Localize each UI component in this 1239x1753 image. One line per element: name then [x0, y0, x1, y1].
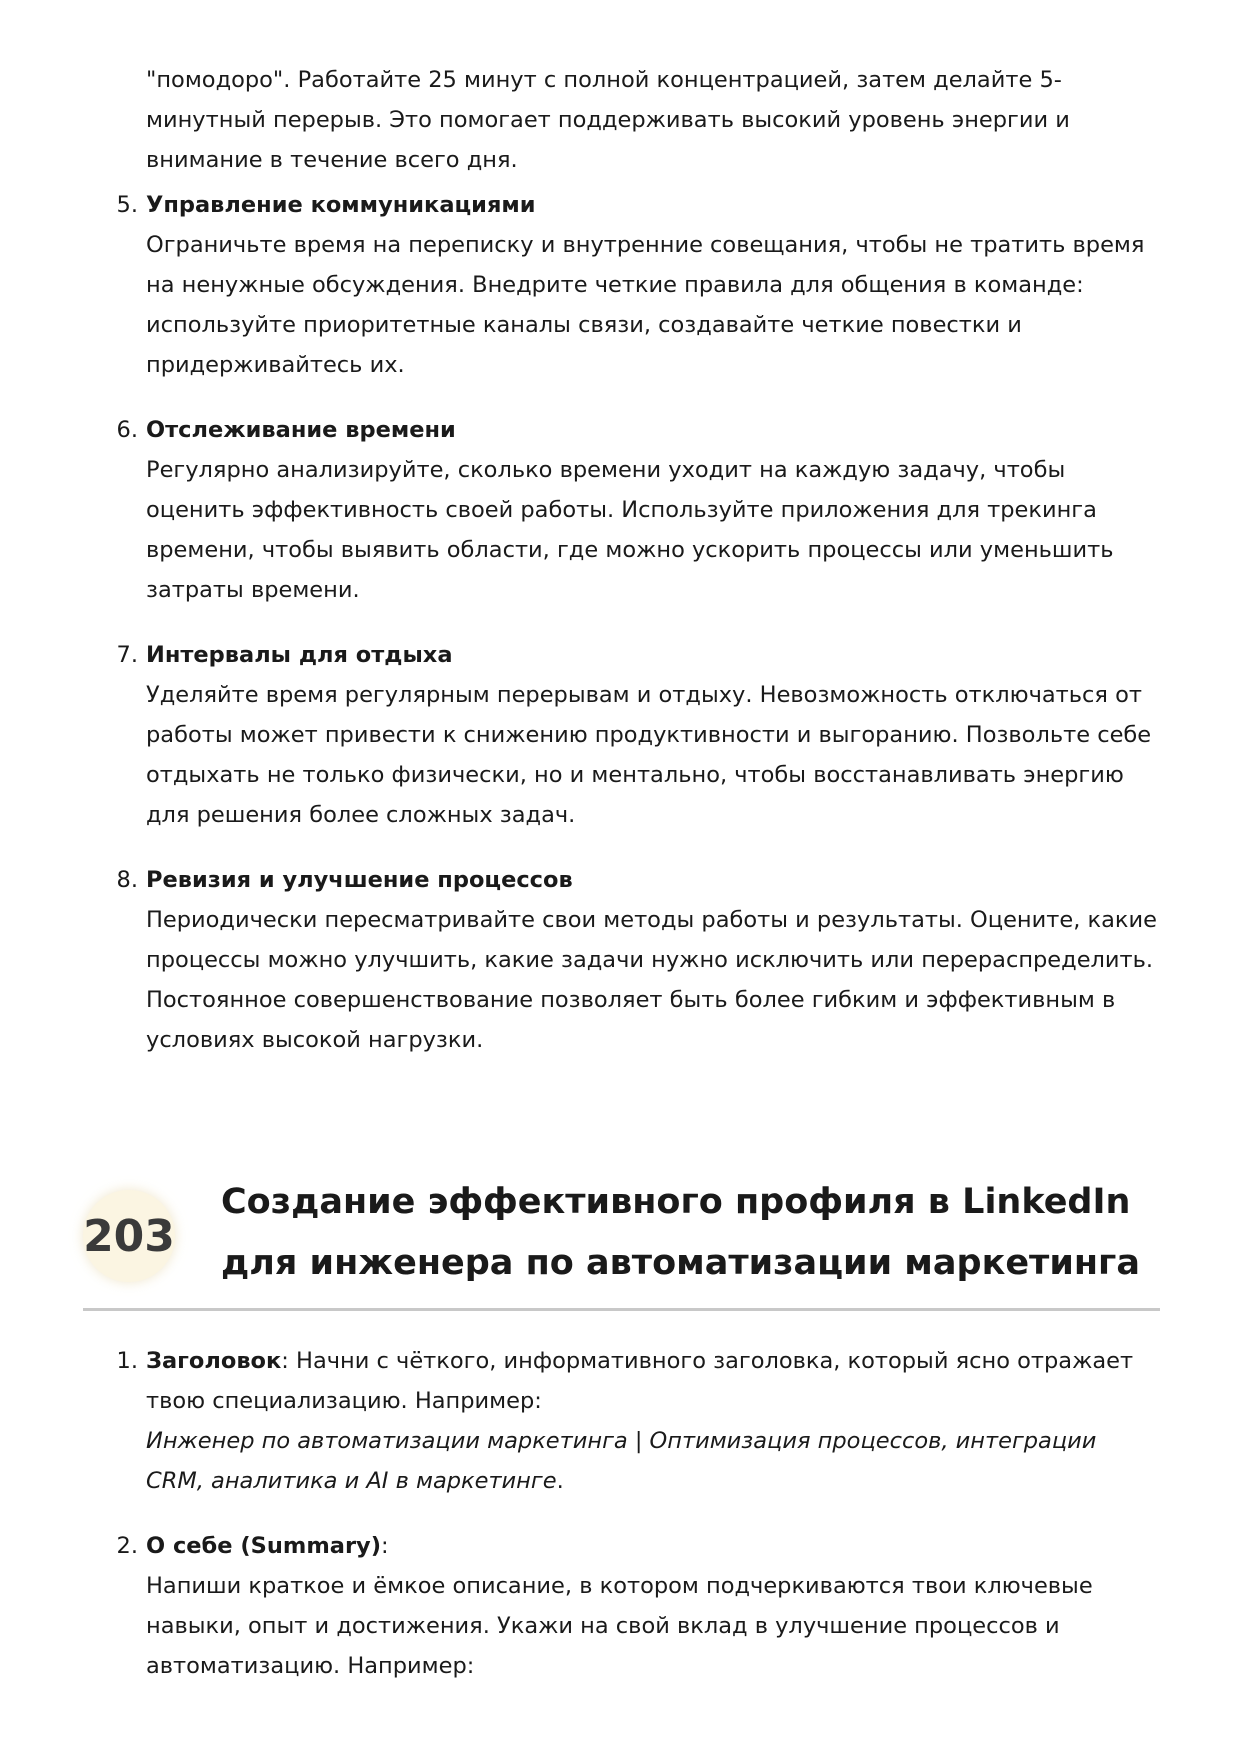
item-description: : Начни с чёткого, информативного заголовка, который ясно отражает твою специализацию. Например:: [146, 1348, 1134, 1414]
list-item: [116, 860, 1160, 1060]
item-heading: [146, 1526, 1160, 1566]
item-title: Управление коммуникациями: [146, 192, 536, 218]
item-colon: :: [381, 1533, 389, 1559]
list-item: [116, 185, 1160, 385]
list-item: [116, 1526, 1160, 1686]
item-text: Уделяйте время регулярным перерывам и отдыху. Невозможность отключаться от работы может привести к снижению продуктивности и выгоранию. Позвольте себе отдыхать не только физически, но и ментально, чтобы восстанавливать энергию для решения более сложных задач.: [146, 682, 1152, 828]
item-title: О себе (Summary): [146, 1533, 381, 1559]
chapter-number-badge: 203: [83, 1190, 175, 1282]
item-text: Периодически пересматривайте свои методы работы и результаты. Оцените, какие процессы можно улучшить, какие задачи нужно исключить или перераспределить. Постоянное совершенствование позволяет быть более гибким и эффективным в условиях высокой нагрузки.: [146, 907, 1157, 1053]
item-number: 2.: [116, 1533, 138, 1559]
item-example: [146, 1421, 1160, 1501]
tips-list: [116, 185, 1160, 1085]
list-item: [116, 635, 1160, 835]
example-text: Инженер по автоматизации маркетинга | Оптимизация процессов, интеграции CRM, аналитика и AI в маркетинге: [146, 1428, 1097, 1494]
item-text: Регулярно анализируйте, сколько времени уходит на каждую задачу, чтобы оценить эффективность своей работы. Используйте приложения для трекинга времени, чтобы выявить области, где можно ускорить процессы или уменьшить затраты времени.: [146, 457, 1114, 603]
example-end: .: [556, 1468, 564, 1494]
chapter-divider: [83, 1308, 1160, 1311]
item-number: 1.: [116, 1348, 138, 1374]
chapter-header: [83, 1170, 1160, 1310]
item-title: Ревизия и улучшение процессов: [146, 867, 573, 893]
list-item: [116, 410, 1160, 610]
item-number: 8.: [116, 867, 138, 893]
continuation-paragraph: "помодоро". Работайте 25 минут с полной концентрацией, затем делайте 5-минутный перерыв. Это помогает поддерживать высокий уровень энергии и внимание в течение всего дня.: [146, 67, 1070, 173]
item-title: Интервалы для отдыха: [146, 642, 453, 668]
item-text: [146, 1341, 1160, 1421]
item-title: Отслеживание времени: [146, 417, 456, 443]
item-text: Напиши краткое и ёмкое описание, в котором подчеркиваются твои ключевые навыки, опыт и достижения. Укажи на свой вклад в улучшение процессов и автоматизацию. Например:: [146, 1573, 1093, 1679]
item-number: 7.: [116, 642, 138, 668]
chapter-title: Создание эффективного профиля в LinkedIn для инженера по автоматизации маркетинга: [221, 1182, 1140, 1283]
item-text: Ограничьте время на переписку и внутренние совещания, чтобы не тратить время на ненужные обсуждения. Внедрите четкие правила для общения в команде: используйте приоритетные каналы связи, создавайте четкие повестки и придерживайтесь их.: [146, 232, 1145, 378]
list-item: [116, 1341, 1160, 1501]
linkedin-list: [116, 1341, 1160, 1711]
item-number: 5.: [116, 192, 138, 218]
item-title: Заголовок: [146, 1348, 282, 1374]
item-number: 6.: [116, 417, 138, 443]
